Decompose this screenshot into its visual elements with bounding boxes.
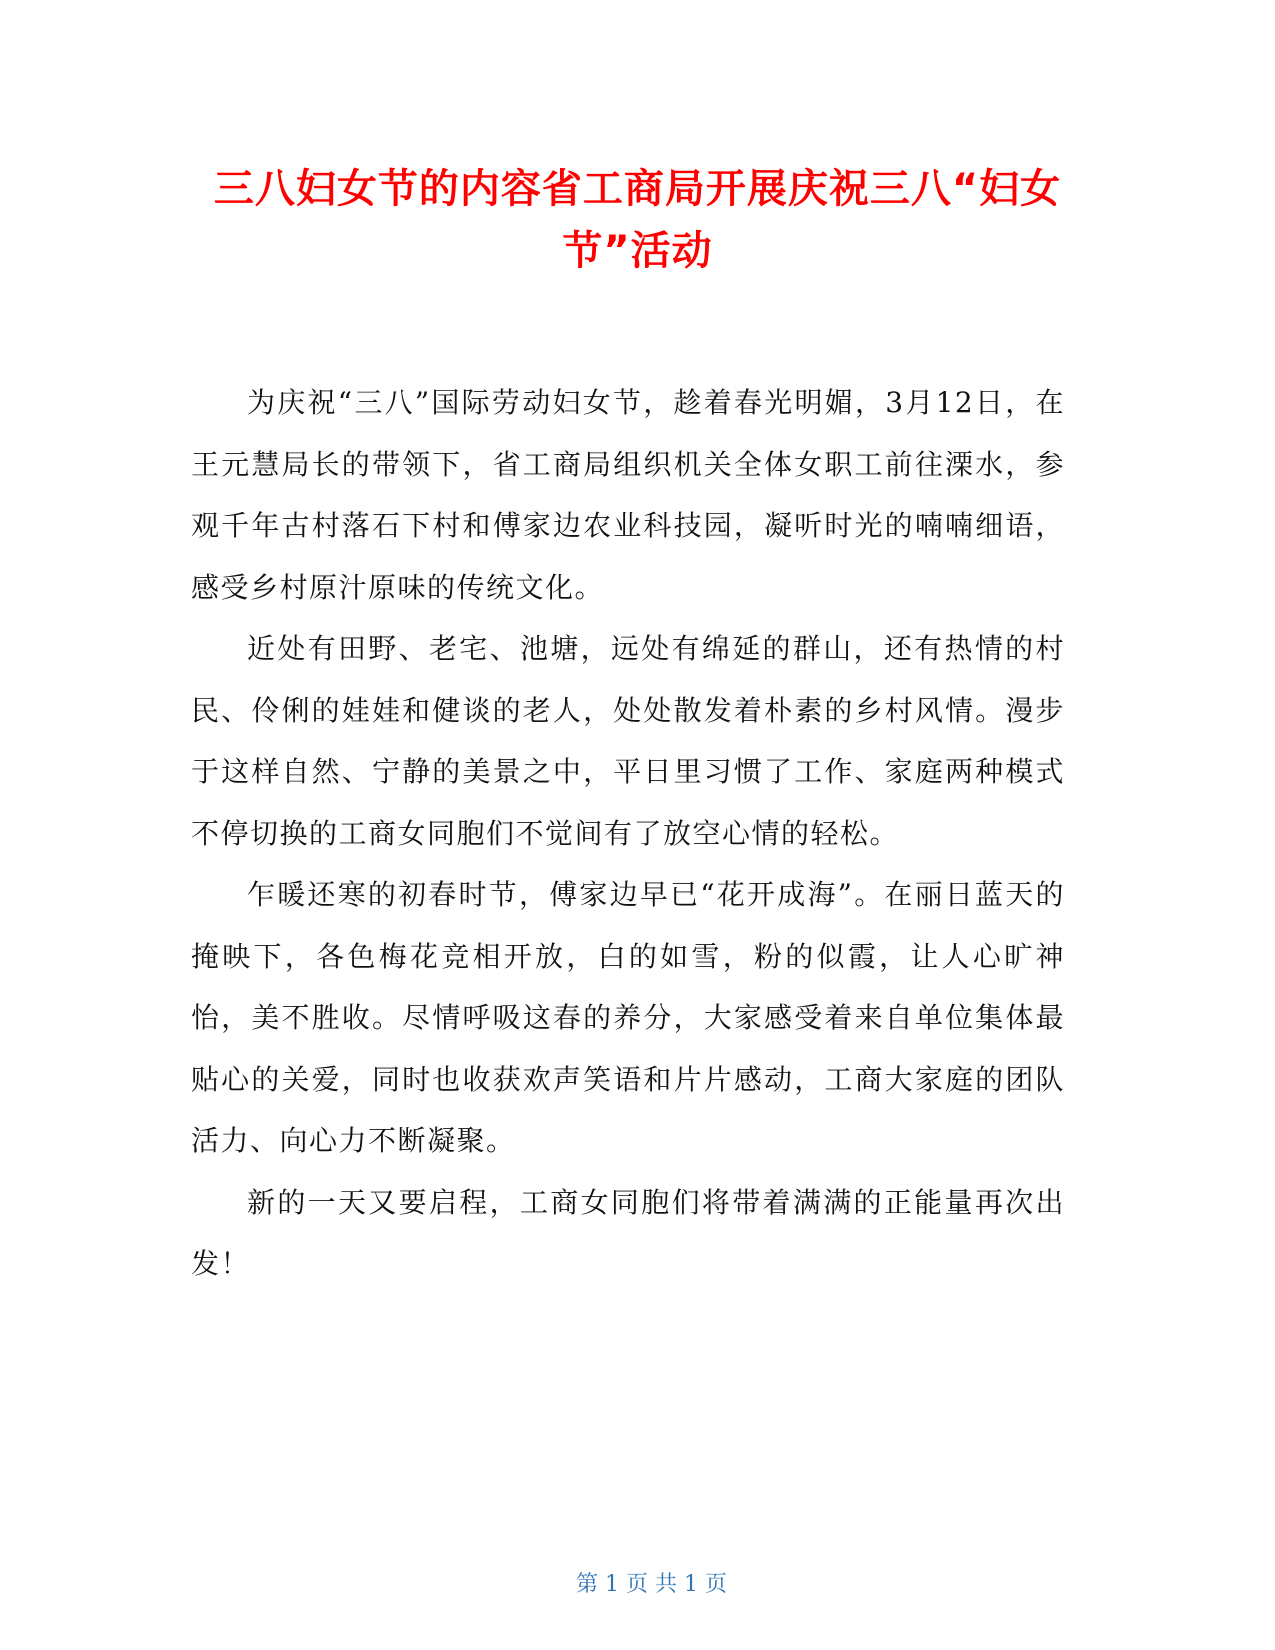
paragraph-3: 乍暖还寒的初春时节，傅家边早已“花开成海”。在丽日蓝天的掩映下，各色梅花竞相开放，白的如雪，粉的似霞，让人心旷神怡，美不胜收。尽情呼吸这春的养分，大家感受着来自单位集体最贴心的关爱，同时也收获欢声笑语和片片感动，工商大家庭的团队活力、向心力不断凝聚。 — [191, 878, 1065, 1157]
page-footer — [0, 1540, 1275, 1630]
document-title: 三八妇女节的内容省工商局开展庆祝三八“妇女节”活动 — [213, 166, 1062, 274]
paragraph-4: 新的一天又要启程，工商女同胞们将带着满满的正能量再次出发！ — [191, 1185, 1065, 1280]
paragraph-2: 近处有田野、老宅、池塘，远处有绵延的群山，还有热情的村民、伶俐的娃娃和健谈的老人，处处散发着朴素的乡村风情。漫步于这样自然、宁静的美景之中，平日里习惯了工作、家庭两种模式不停切换的工商女同胞们不觉间有了放空心情的轻松。 — [191, 632, 1065, 850]
paragraph-1: 为庆祝“三八”国际劳动妇女节，趁着春光明媚，3月12日，在王元慧局长的带领下，省工商局组织机关全体女职工前往溧水，参观千年古村落石下村和傅家边农业科技园，凝听时光的喃喃细语，感受乡村原汁原味的传统文化。 — [191, 386, 1065, 604]
document-body — [191, 372, 1065, 1295]
page-number-label: 第 1 页 共 1 页 — [576, 1572, 727, 1597]
